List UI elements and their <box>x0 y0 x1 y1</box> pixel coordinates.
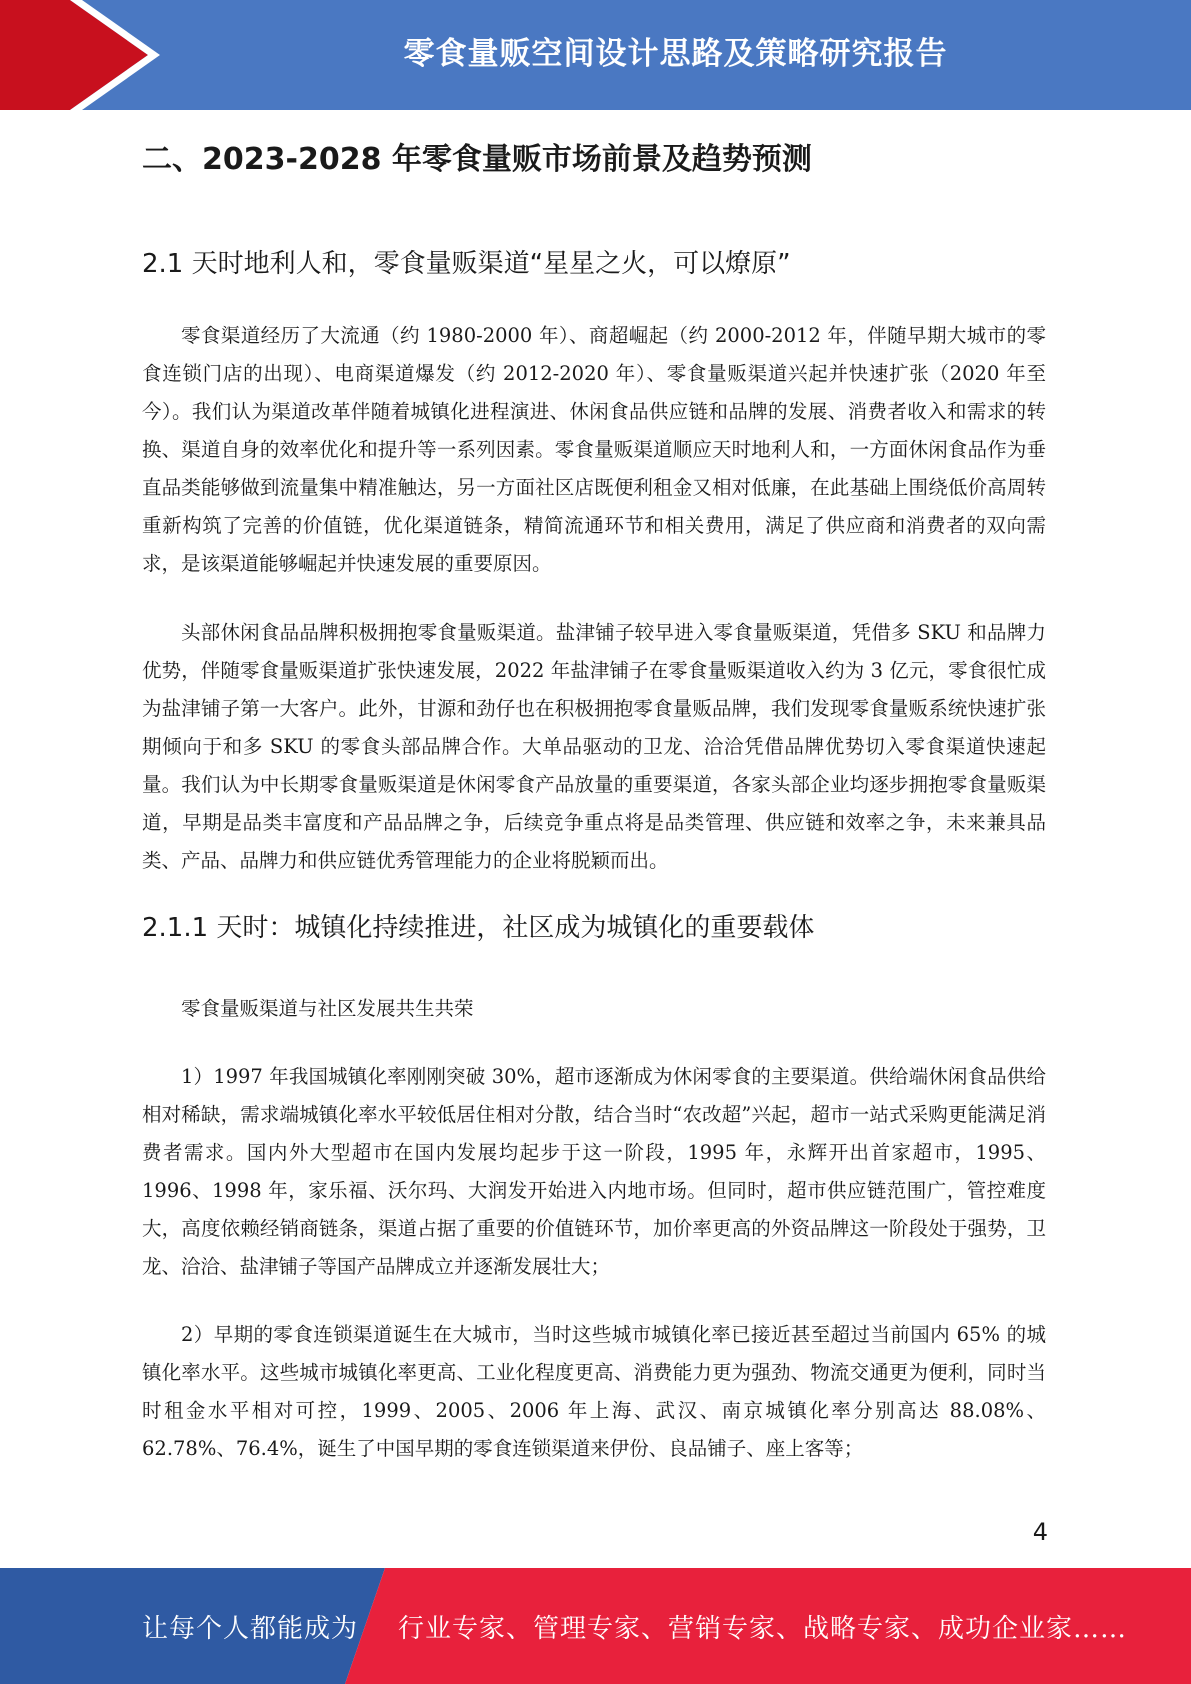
footer-slogan-left: 让每个人都能成为 <box>142 1613 359 1644</box>
page-number: 4 <box>1032 1518 1048 1546</box>
header-title: 零食量贩空间设计思路及策略研究报告 <box>403 35 948 72</box>
page-header <box>0 0 1191 110</box>
page-footer <box>0 1568 1191 1684</box>
footer-slogan-right: 行业专家、管理专家、营销专家、战略专家、成功企业家…… <box>398 1613 1128 1644</box>
subsection-heading-2-1: 2.1 天时地利人和，零食量贩渠道“星星之火，可以燎原” <box>142 249 791 279</box>
section-heading: 二、2023-2028 年零食量贩市场前景及趋势预测 <box>142 142 812 177</box>
header-red-arrow <box>0 0 148 110</box>
paragraph-community: 零食量贩渠道与社区发展共生共荣 <box>181 997 474 1020</box>
paragraph-point-2: 2）早期的零食连锁渠道诞生在大城市，当时这些城市城镇化率已接近甚至超过当前国内 65% 的城镇化率水平。这些城市城镇化率更高、工业化程度更高、消费能力更为强劲、物流交通更为便利，同时当时租金水平相对可控，1999、2005、2006 年上海、武汉、南京城镇化率分别高达 88.08%、62.78%、76.4%，诞生了中国早期的零食连锁渠道来伊份、良品铺子、座上客等； <box>142 1323 1046 1460</box>
subsection-heading-2-1-1: 2.1.1 天时：城镇化持续推进，社区成为城镇化的重要载体 <box>142 913 815 943</box>
paragraph-point-1: 1）1997 年我国城镇化率刚刚突破 30%，超市逐渐成为休闲零食的主要渠道。供给端休闲食品供给相对稀缺，需求端城镇化率水平较低居住相对分散，结合当时“农改超”兴起，超市一站式采购更能满足消费者需求。国内外大型超市在国内发展均起步于这一阶段，1995 年，永辉开出首家超市，1995、1996、1998 年，家乐福、沃尔玛、大润发开始进入内地市场。但同时，超市供应链范围广，管控难度大，高度依赖经销商链条，渠道占据了重要的价值链环节，加价率更高的外资品牌这一阶段处于强势，卫龙、洽洽、盐津铺子等国产品牌成立并逐渐发展壮大； <box>142 1065 1046 1278</box>
paragraph-channel-history: 零食渠道经历了大流通（约 1980-2000 年）、商超崛起（约 2000-2012 年，伴随早期大城市的零食连锁门店的出现）、电商渠道爆发（约 2012-2020 年）、零食量贩渠道兴起并快速扩张（2020 年至今）。我们认为渠道改革伴随着城镇化进程演进、休闲食品供应链和品牌的发展、消费者收入和需求的转换、渠道自身的效率优化和提升等一系列因素。零食量贩渠道顺应天时地利人和，一方面休闲食品作为垂直品类能够做到流量集中精准触达，另一方面社区店既便利租金又相对低廉，在此基础上围绕低价高周转重新构筑了完善的价值链，优化渠道链条，精简流通环节和相关费用，满足了供应商和消费者的双向需求，是该渠道能够崛起并快速发展的重要原因。 <box>142 324 1046 575</box>
paragraph-leading-brands: 头部休闲食品品牌积极拥抱零食量贩渠道。盐津铺子较早进入零食量贩渠道，凭借多 SKU 和品牌力优势，伴随零食量贩渠道扩张快速发展，2022 年盐津铺子在零食量贩渠道收入约为 3 亿元，零食很忙成为盐津铺子第一大客户。此外，甘源和劲仔也在积极拥抱零食量贩品牌，我们发现零食量贩系统快速扩张期倾向于和多 SKU 的零食头部品牌合作。大单品驱动的卫龙、洽洽凭借品牌优势切入零食渠道快速起量。我们认为中长期零食量贩渠道是休闲零食产品放量的重要渠道，各家头部企业均逐步拥抱零食量贩渠道，早期是品类丰富度和产品品牌之争，后续竞争重点将是品类管理、供应链和效率之争，未来兼具品类、产品、品牌力和供应链优秀管理能力的企业将脱颖而出。 <box>142 621 1046 872</box>
